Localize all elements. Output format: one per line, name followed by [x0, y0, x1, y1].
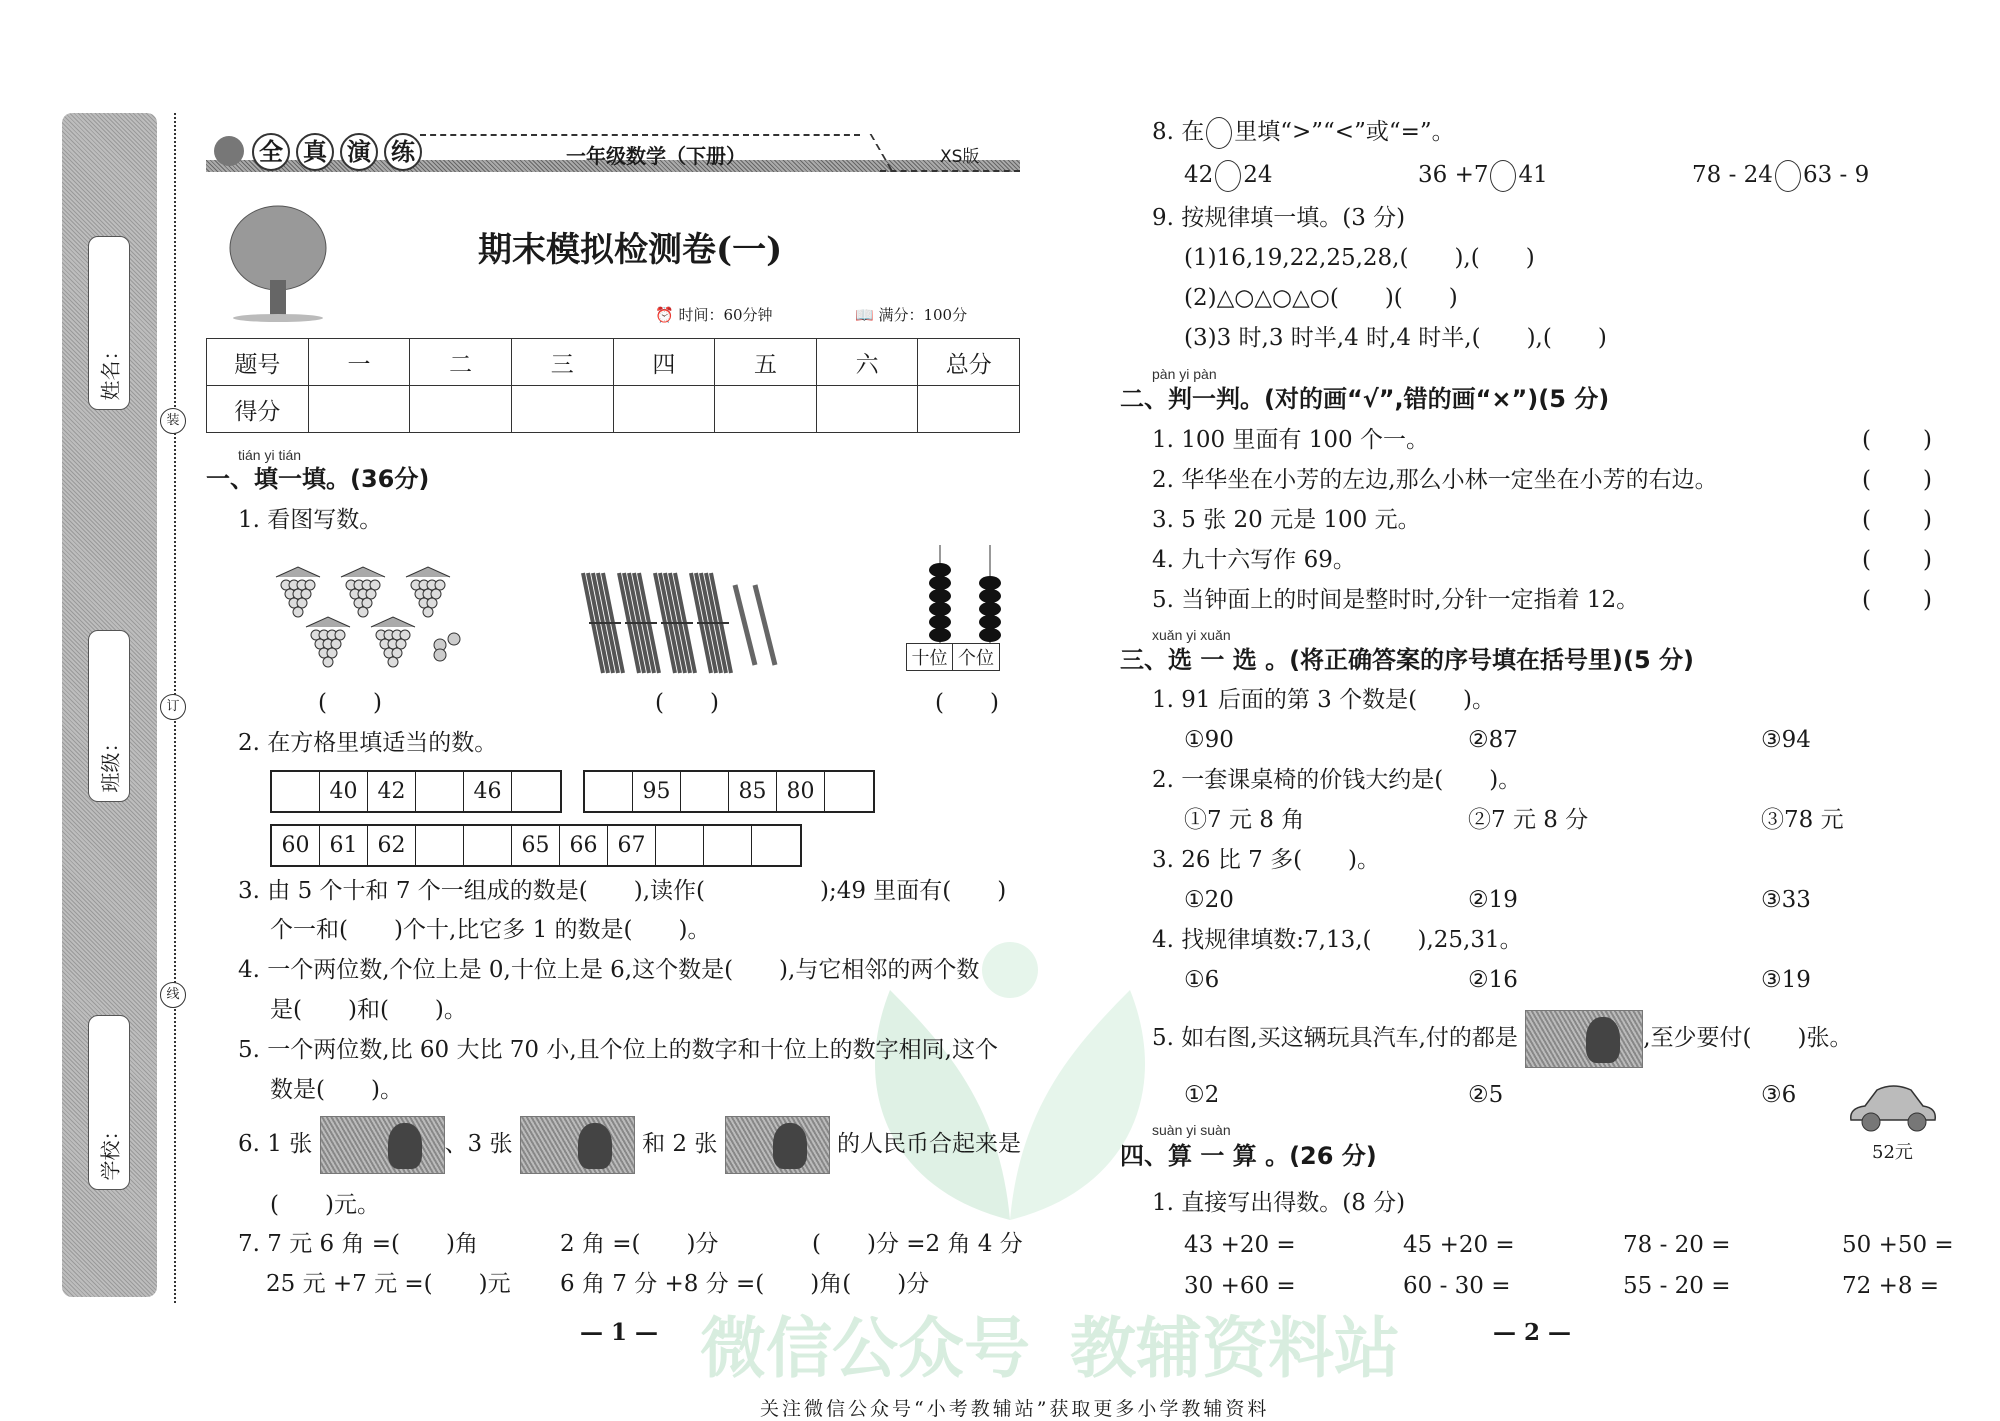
calc-item: 78 - 20 = [1623, 1232, 1731, 1258]
grape [427, 598, 437, 608]
logo-char: 全 [252, 133, 290, 171]
abacus-bead [979, 602, 1001, 616]
option[interactable]: ①90 [1184, 727, 1234, 753]
grape [362, 598, 372, 608]
grid-cell[interactable] [272, 772, 320, 811]
score-cell[interactable] [511, 386, 613, 433]
grid-cell[interactable] [416, 826, 464, 865]
grid-cell[interactable] [512, 772, 560, 811]
single-stick [735, 585, 755, 665]
book-icon: 📖 [855, 306, 879, 324]
header-line-end [880, 170, 1020, 172]
grape [301, 589, 311, 599]
abacus-bead [979, 628, 1001, 642]
grape [358, 607, 368, 617]
judge-answer-blank[interactable] [1862, 545, 1932, 575]
q8-text: 里填“>”“<”或“=”。 [1234, 119, 1455, 145]
tree-illustration-icon [226, 200, 331, 322]
option[interactable]: ①2 [1184, 1082, 1220, 1108]
option[interactable]: ①7 元 8 角 [1184, 807, 1305, 833]
car-price: 52元 [1872, 1142, 1913, 1163]
banknote-10-icon [725, 1116, 830, 1174]
grid-cell: 80 [777, 772, 825, 811]
section-4-title: 四、算 一 算 。(26 分) [1120, 1142, 1377, 1170]
score-cell[interactable] [918, 386, 1020, 433]
grape [431, 589, 441, 599]
calc-item: 43 +20 = [1184, 1232, 1296, 1258]
table-row [207, 386, 1020, 433]
calc-item: 72 +8 = [1842, 1273, 1940, 1299]
abacus-bead [979, 576, 1001, 590]
judge-answer-blank[interactable] [1862, 465, 1932, 495]
table-header: 一 [308, 339, 410, 386]
choice-question: 2. 一套课桌椅的价钱大约是( )。 [1152, 767, 1522, 793]
question-line: ( )分 =2 角 4 分 [812, 1231, 1023, 1257]
answer-blank[interactable]: ( ) [318, 690, 382, 716]
grid-cell: 42 [368, 772, 416, 811]
class-label: 班级： [98, 732, 123, 793]
abacus-bead [929, 615, 951, 629]
series-logo [252, 133, 422, 171]
q6-text: 、3 张 [444, 1131, 513, 1157]
name-label: 姓名： [98, 340, 123, 401]
grape [305, 580, 315, 590]
question-line: (2)△○△○△○( )( ) [1184, 285, 1458, 311]
grape [396, 639, 406, 649]
option[interactable]: ③94 [1761, 727, 1811, 753]
score-cell[interactable] [816, 386, 918, 433]
number-grid [270, 824, 802, 867]
logo-char: 练 [384, 133, 422, 171]
logo-char: 真 [296, 133, 334, 171]
question-line: 7. 7 元 6 角 =( )角 [238, 1231, 478, 1257]
grid-cell[interactable] [416, 772, 464, 811]
table-header: 题号 [207, 339, 309, 386]
table-header: 六 [816, 339, 918, 386]
section-3-title: 三、选 一 选 。(将正确答案的序号填在括号里)(5 分) [1120, 646, 1694, 674]
score-table [206, 338, 1020, 433]
grape [293, 607, 303, 617]
apple-logo-icon [214, 136, 244, 166]
abacus-bead [979, 589, 1001, 603]
judge-answer-blank[interactable] [1862, 585, 1932, 615]
table-row [207, 339, 1020, 386]
calc-item: 60 - 30 = [1403, 1273, 1511, 1299]
grid-cell: 60 [272, 826, 320, 865]
table-header: 四 [613, 339, 715, 386]
grape [435, 580, 445, 590]
question: 9. 按规律填一填。(3 分) [1152, 205, 1406, 231]
paren: ) [1923, 547, 1932, 573]
rhs: 63 - 9 [1802, 162, 1870, 188]
number-grid [583, 770, 875, 813]
calc-item: 30 +60 = [1184, 1273, 1296, 1299]
grid-cell: 40 [320, 772, 368, 811]
question-5 [1152, 1010, 1852, 1068]
grid-cell[interactable] [464, 826, 512, 865]
lhs: 36 +7 [1418, 162, 1489, 188]
single-stick [755, 585, 775, 665]
score-cell[interactable] [308, 386, 410, 433]
abacus-icon [910, 545, 1020, 645]
class-field[interactable] [88, 630, 130, 802]
abacus-bead [929, 563, 951, 577]
q8-text: 8. 在 [1152, 119, 1205, 145]
seal-ding: 订 [160, 694, 186, 720]
compare-circle[interactable] [1775, 160, 1801, 192]
table-header: 三 [511, 339, 613, 386]
compare-circle-icon [1206, 117, 1232, 149]
question-line: 个一和( )个十,比它多 1 的数是( )。 [270, 917, 711, 943]
score-cell[interactable] [410, 386, 512, 433]
footer-note: 关注微信公众号“小考教辅站”获取更多小学教辅资料 [760, 1398, 1270, 1420]
pinyin: pàn yi pàn [1152, 366, 1217, 382]
grape [366, 589, 376, 599]
option[interactable]: ③33 [1761, 887, 1811, 913]
option[interactable]: ③19 [1761, 967, 1811, 993]
q6-text: 和 2 张 [642, 1131, 718, 1157]
full-score-text: 满分：100分 [878, 306, 968, 324]
grid-cell: 46 [464, 772, 512, 811]
banknote-20-icon [520, 1116, 635, 1174]
ones-label: 个位 [958, 648, 994, 669]
pinyin: suàn yi suàn [1152, 1122, 1231, 1138]
abacus-bead [979, 615, 1001, 629]
abacus-bead [929, 602, 951, 616]
header-arrow-line [420, 134, 860, 136]
leaf [406, 567, 450, 577]
question-line: 数是( )。 [270, 1077, 403, 1103]
grid-cell: 65 [512, 826, 560, 865]
seal-zhuang: 装 [160, 408, 186, 434]
judge-answer-blank[interactable] [1862, 505, 1932, 535]
paren: ( [1862, 547, 1871, 573]
calc-item: 45 +20 = [1403, 1232, 1515, 1258]
question-line: (3)3 时,3 时半,4 时,4 时半,( ),( ) [1184, 325, 1607, 351]
time-text: 时间：60分钟 [678, 306, 773, 324]
choice-question: 4. 找规律填数:7,13,( ),25,31。 [1152, 927, 1523, 953]
score-row-label: 得分 [207, 386, 309, 433]
paren: ( [1862, 467, 1871, 493]
abacus-labels [906, 643, 1000, 671]
question-line: 2 角 =( )分 [560, 1231, 719, 1257]
rhs: 24 [1243, 162, 1273, 188]
section-2-title: 二、判一判。(对的画“√”,错的画“×”)(5 分) [1120, 385, 1610, 413]
grape [388, 657, 398, 667]
pinyin: xuǎn yi xuǎn [1152, 627, 1231, 643]
tens-label: 十位 [907, 644, 953, 670]
option[interactable]: ②87 [1468, 727, 1518, 753]
paren: ( [1862, 427, 1871, 453]
compare-item [1692, 160, 1869, 192]
grape [370, 580, 380, 590]
leaf [371, 617, 415, 627]
full-score [855, 304, 967, 325]
compare-item [1418, 160, 1548, 192]
clock-icon: ⏰ [655, 306, 679, 324]
lhs: 78 - 24 [1692, 162, 1773, 188]
choice-question: 1. 91 后面的第 3 个数是( )。 [1152, 687, 1496, 713]
banknote-50-icon [320, 1116, 445, 1174]
grid-cell: 67 [608, 826, 656, 865]
grid-cell[interactable] [585, 772, 633, 811]
question-line: (1)16,19,22,25,28,( ),( ) [1184, 245, 1535, 271]
grid-cell: 95 [633, 772, 681, 811]
grape [327, 648, 337, 658]
option[interactable]: ②7 元 8 分 [1468, 807, 1589, 833]
page-number: — 1 — [580, 1319, 659, 1346]
leaf [276, 567, 320, 577]
option[interactable]: ②5 [1468, 1082, 1504, 1108]
question-6 [238, 1116, 1021, 1174]
number-grid [270, 770, 562, 813]
compare-circle[interactable] [1490, 160, 1516, 192]
question-8 [1152, 117, 1455, 149]
q6-text: 的人民币合起来是 [836, 1131, 1021, 1157]
grid-cell[interactable] [656, 826, 704, 865]
table-header: 二 [410, 339, 512, 386]
question-line: 5. 一个两位数,比 60 大比 70 小,且个位上的数字和十位上的数字相同,这个 [238, 1037, 998, 1063]
lhs: 42 [1184, 162, 1214, 188]
paren: ) [1923, 507, 1932, 533]
question-line: 25 元 +7 元 =( )元 [266, 1271, 511, 1297]
abacus-bead [929, 589, 951, 603]
paren: ) [1923, 587, 1932, 613]
score-cell[interactable] [715, 386, 817, 433]
option[interactable]: ③6 [1761, 1082, 1797, 1108]
time-limit [655, 304, 773, 325]
question-line: 6 角 7 分 +8 分 =( )角( )分 [560, 1271, 930, 1297]
paren: ) [1923, 467, 1932, 493]
judge-item: 2. 华华坐在小芳的左边,那么小林一定坐在小芳的右边。 [1152, 467, 1718, 493]
q5-text: 5. 如右图,买这辆玩具汽车,付的都是 [1152, 1025, 1518, 1051]
answer-blank[interactable]: ( ) [655, 690, 719, 716]
calc-item: 55 - 20 = [1623, 1273, 1731, 1299]
grape [331, 639, 341, 649]
grapes-illustration-icon [268, 565, 463, 680]
pinyin: tián yi tián [238, 447, 302, 463]
name-field[interactable] [88, 236, 130, 410]
school-label: 学校： [98, 1120, 123, 1181]
section-1-title: 一、填一填。(36分) [206, 465, 430, 493]
abacus-bead [929, 628, 951, 642]
edition: XS版 [940, 147, 980, 167]
question-line: 4. 一个两位数,个位上是 0,十位上是 6,这个数是( ),与它相邻的两个数 [238, 957, 980, 983]
banknote-10-icon [1525, 1010, 1643, 1068]
question: 2. 在方格里填适当的数。 [238, 730, 498, 756]
watermark-line-2: 教辅资料站 [1070, 1310, 1400, 1387]
judge-item: 4. 九十六写作 69。 [1152, 547, 1356, 573]
judge-item: 1. 100 里面有 100 个一。 [1152, 427, 1429, 453]
grape [392, 648, 402, 658]
option[interactable]: ①20 [1184, 887, 1234, 913]
watermark-line-1: 微信公众号 [700, 1310, 1030, 1387]
q6-text: 6. 1 张 [238, 1131, 313, 1157]
grape [335, 630, 345, 640]
subject: 一年级数学（下册） [566, 144, 746, 168]
q5-text: ,至少要付( )张。 [1643, 1025, 1853, 1051]
calc-item: 50 +50 = [1842, 1232, 1954, 1258]
judge-item: 3. 5 张 20 元是 100 元。 [1152, 507, 1421, 533]
choice-question: 3. 26 比 7 多( )。 [1152, 847, 1381, 873]
grape [423, 607, 433, 617]
question: 1. 看图写数。 [238, 507, 383, 533]
table-header: 五 [715, 339, 817, 386]
page-number: — 2 — [1493, 1319, 1572, 1346]
answer-blank[interactable]: ( ) [935, 690, 999, 716]
grid-cell: 66 [560, 826, 608, 865]
single-grape [434, 649, 446, 661]
sticks-illustration-icon [575, 565, 795, 680]
school-field[interactable] [88, 1015, 130, 1190]
judge-answer-blank[interactable] [1862, 425, 1932, 455]
grape [400, 630, 410, 640]
option[interactable]: ①6 [1184, 967, 1220, 993]
option[interactable]: ③78 元 [1761, 807, 1844, 833]
grid-cell[interactable] [704, 826, 752, 865]
abacus-bead [929, 576, 951, 590]
grid-cell[interactable] [825, 772, 873, 811]
paren: ( [1862, 587, 1871, 613]
question-line: 是( )和( )。 [270, 997, 467, 1023]
paren: ( [1862, 507, 1871, 533]
rhs: 41 [1518, 162, 1548, 188]
toy-car-icon [1845, 1080, 1940, 1138]
judge-item: 5. 当钟面上的时间是整时时,分针一定指着 12。 [1152, 587, 1640, 613]
question: 1. 直接写出得数。(8 分) [1152, 1190, 1406, 1216]
page-title: 期末模拟检测卷(一) [478, 230, 783, 270]
table-header: 总分 [918, 339, 1020, 386]
grape [323, 657, 333, 667]
score-cell[interactable] [613, 386, 715, 433]
single-grape [448, 633, 460, 645]
compare-item [1184, 160, 1273, 192]
compare-circle[interactable] [1215, 160, 1241, 192]
logo-char: 演 [340, 133, 378, 171]
question-line: ( )元。 [270, 1192, 380, 1218]
grid-cell: 62 [368, 826, 416, 865]
grape [297, 598, 307, 608]
question-line: 3. 由 5 个十和 7 个一组成的数是( ),读作( );49 里面有( ) [238, 878, 1007, 904]
option[interactable]: ②16 [1468, 967, 1518, 993]
grid-cell[interactable] [752, 826, 800, 865]
grid-cell[interactable] [681, 772, 729, 811]
seal-xian: 线 [160, 982, 186, 1008]
grid-cell: 85 [729, 772, 777, 811]
paren: ) [1923, 427, 1932, 453]
leaf [341, 567, 385, 577]
leaf [306, 617, 350, 627]
grid-cell: 61 [320, 826, 368, 865]
option[interactable]: ②19 [1468, 887, 1518, 913]
